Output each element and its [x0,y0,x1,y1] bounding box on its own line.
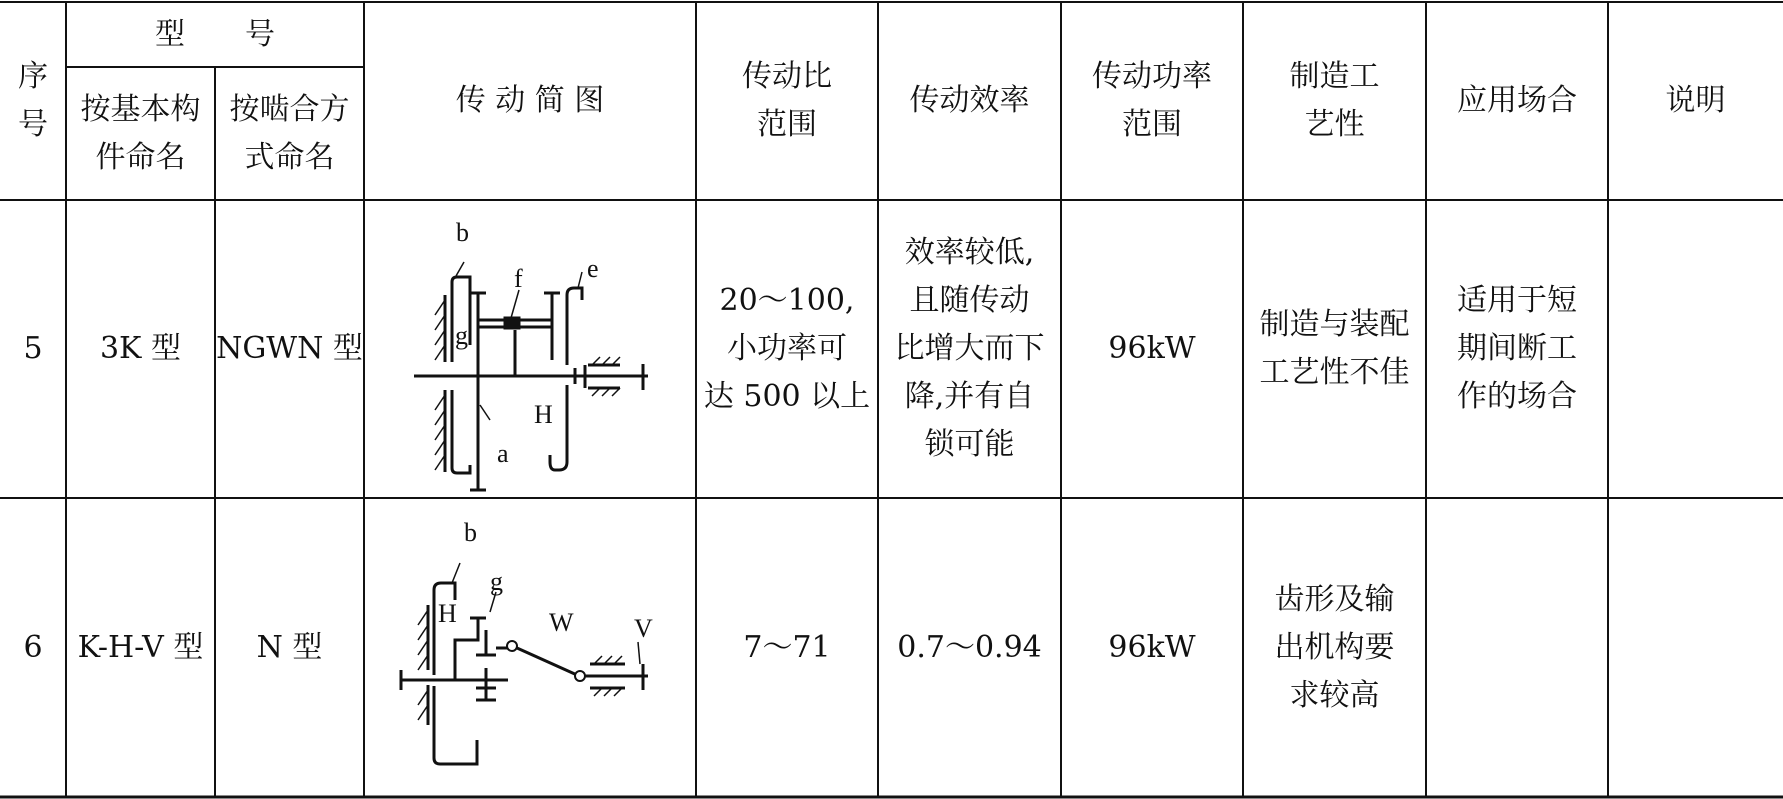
label-g: g [455,321,468,350]
header-seq: 序 号 [18,59,48,142]
header-by-member: 按基本构 件命名 [80,91,201,175]
row6-seq: 6 [23,629,43,665]
row6-ratio: 7～71 [743,629,831,665]
label-w: W [549,608,574,637]
row6-by-member: K-H-V 型 [77,629,204,665]
row5-manufacturability: 制造与装配 工艺性不佳 [1259,307,1410,390]
label-f: f [514,264,523,293]
row5-application: 适用于短 期间断工 作的场合 [1457,283,1577,414]
label-h: H [534,400,553,429]
row5-remarks [1608,200,1783,498]
row6-remarks [1608,498,1783,797]
row5-efficiency: 效率较低, 且随传动 比增大而下 降,并有自 锁可能 [894,235,1045,462]
label-b: b [464,518,477,547]
header-efficiency: 传动效率 [909,83,1030,118]
header-application: 应用场合 [1457,83,1577,118]
diagram-khv [401,563,648,764]
label-v: V [634,614,653,643]
label-b: b [456,218,469,247]
header-by-mesh: 按啮合方 式命名 [229,91,350,175]
diagram-khv-labels [438,518,653,643]
row6-power: 96kW [1108,629,1196,665]
header-ratio: 传动比 范围 [742,59,832,142]
row5-by-member: 3K 型 [99,331,182,366]
diagram-3k [414,262,648,490]
row6-by-mesh: N 型 [256,629,323,665]
header-diagram: 传 动 简 图 [455,83,605,118]
row6-manufacturability: 齿形及输 出机构要 求较高 [1274,581,1395,713]
row5-ratio: 20～100, 小功率可 达 500 以上 [703,283,871,414]
header-manufacturability: 制造工 艺性 [1289,59,1380,142]
label-e: e [587,254,599,283]
row6-application [1426,498,1608,797]
label-a: a [497,439,509,468]
header-remarks: 说明 [1665,83,1726,118]
row5-seq: 5 [23,331,43,366]
label-h: H [438,599,457,628]
row5-power: 96kW [1108,331,1196,366]
row6-efficiency: 0.7～0.94 [897,629,1042,665]
header-power: 传动功率 范围 [1092,59,1212,142]
label-g: g [490,567,503,596]
header-model: 型 号 [155,16,275,52]
row5-by-mesh: NGWN 型 [216,331,363,366]
